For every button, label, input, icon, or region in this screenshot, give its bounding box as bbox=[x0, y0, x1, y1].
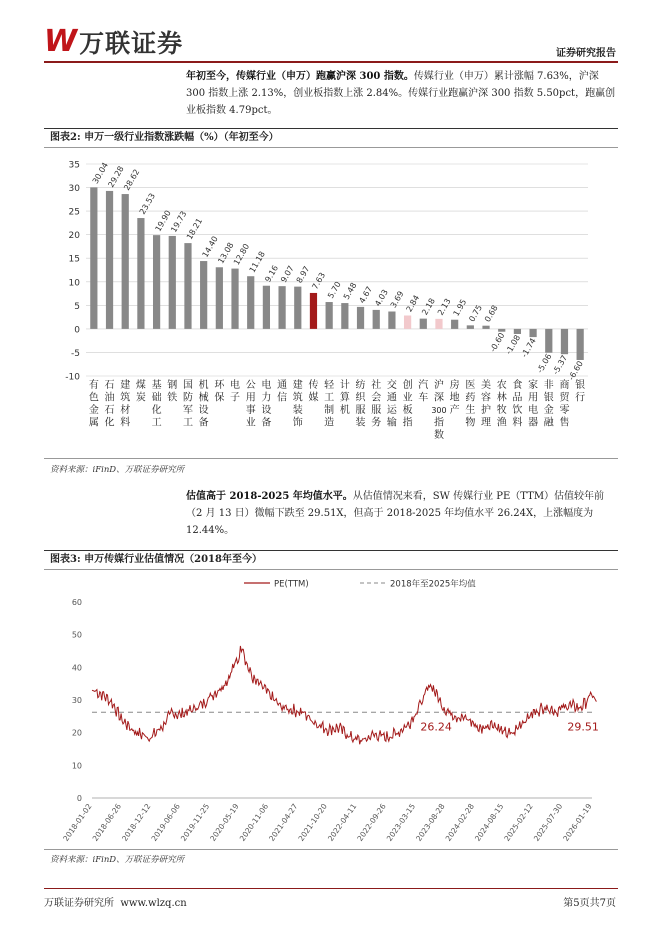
bar bbox=[310, 293, 317, 329]
category-label: 轻工制造 bbox=[324, 380, 335, 429]
bar bbox=[467, 325, 474, 329]
category-label: 机械设备 bbox=[198, 380, 209, 429]
bar bbox=[216, 267, 223, 329]
x-tick-label: 2023-08-28 bbox=[414, 801, 447, 843]
category-label: 农林牧渔 bbox=[496, 380, 507, 429]
bar-value-label: -6.60 bbox=[566, 359, 585, 382]
bar bbox=[294, 287, 301, 329]
bar bbox=[482, 326, 489, 329]
x-tick-label: 2025-07-30 bbox=[531, 801, 565, 843]
bar bbox=[247, 276, 254, 329]
category-label: 电力设备 bbox=[261, 380, 272, 429]
footer-url[interactable]: www.wlzq.cn bbox=[120, 898, 187, 909]
x-tick-label: 2019-11-25 bbox=[178, 801, 212, 843]
bar-value-label: 9.07 bbox=[279, 264, 296, 285]
bar bbox=[388, 312, 395, 329]
bar-value-label: 29.28 bbox=[106, 164, 126, 189]
figure-3-source: 资料来源：iFinD、万联证券研究所 bbox=[50, 855, 185, 865]
figure-2-title: 图表2: 申万一级行业指数涨跌幅（%）（年初至今） bbox=[50, 132, 279, 143]
bar bbox=[420, 319, 427, 329]
x-tick-label: 2021-04-27 bbox=[267, 801, 300, 843]
y-tick-label: 40 bbox=[71, 663, 82, 673]
bar-value-label: 7.63 bbox=[310, 271, 328, 291]
bar-value-label: -0.60 bbox=[488, 331, 507, 354]
x-tick-label: 2018-01-02 bbox=[61, 801, 94, 843]
last-value-label: 29.51 bbox=[567, 720, 599, 734]
bar bbox=[561, 329, 568, 354]
bar bbox=[106, 191, 113, 329]
bar bbox=[169, 236, 176, 329]
bar-value-label: 23.53 bbox=[137, 191, 158, 217]
y-tick-label: 15 bbox=[68, 254, 80, 265]
bar-value-label: -5.06 bbox=[535, 352, 554, 375]
bar bbox=[263, 286, 270, 329]
x-tick-label: 2024-02-28 bbox=[443, 801, 476, 843]
category-label: 沪深 300 指数 bbox=[431, 380, 447, 441]
bar bbox=[153, 235, 160, 329]
figure-2-title-bar bbox=[44, 128, 618, 148]
figure-2-source-divider bbox=[44, 458, 618, 459]
category-label: 公用事业 bbox=[245, 380, 256, 429]
bar bbox=[278, 286, 285, 329]
category-label: 建筑材料 bbox=[120, 380, 131, 429]
category-label: 交通运输 bbox=[386, 380, 397, 429]
category-label: 商贸零售 bbox=[559, 380, 570, 429]
bar-value-label: -1.08 bbox=[503, 333, 523, 356]
y-tick-label: 35 bbox=[68, 160, 80, 171]
bar bbox=[514, 329, 521, 334]
footer-divider bbox=[44, 888, 618, 889]
y-tick-label: -5 bbox=[71, 348, 80, 359]
bar-value-label: 9.16 bbox=[263, 263, 281, 284]
y-tick-label: 20 bbox=[71, 728, 82, 738]
footer-company: 万联证券研究所 www.wlzq.cn bbox=[44, 898, 187, 909]
bar bbox=[373, 310, 380, 329]
bar-value-label: 19.73 bbox=[169, 209, 189, 234]
y-tick-label: 0 bbox=[74, 325, 80, 336]
mean-value-label: 26.24 bbox=[420, 720, 452, 734]
category-label: 通信 bbox=[277, 380, 288, 404]
y-tick-label: 10 bbox=[68, 278, 80, 289]
bar bbox=[357, 307, 364, 329]
x-tick-label: 2024-08-15 bbox=[473, 801, 506, 843]
category-label: 基础化工 bbox=[151, 380, 162, 429]
document-type: 证券研究报告 bbox=[556, 48, 616, 59]
y-tick-label: 10 bbox=[71, 761, 82, 771]
bar-value-label: 14.40 bbox=[200, 234, 220, 260]
bar bbox=[326, 302, 333, 329]
bar-value-label: 4.03 bbox=[373, 287, 390, 308]
figure-3-source-divider bbox=[44, 849, 618, 850]
bar-value-label: 4.67 bbox=[357, 284, 375, 305]
bar-value-label: 2.13 bbox=[435, 296, 453, 317]
header-divider bbox=[44, 61, 618, 63]
x-tick-label: 2018-12-12 bbox=[120, 801, 153, 843]
bar bbox=[231, 269, 238, 329]
x-tick-label: 2022-09-26 bbox=[355, 801, 388, 843]
bar bbox=[90, 187, 97, 329]
bar-value-label: 12.80 bbox=[231, 242, 252, 267]
bar-value-label: 28.62 bbox=[122, 167, 142, 193]
category-label: 钢铁 bbox=[167, 380, 178, 404]
bar bbox=[341, 303, 348, 329]
category-label: 建筑装饰 bbox=[292, 380, 303, 429]
bar-value-label: 8.97 bbox=[294, 264, 312, 285]
logo-mark: W bbox=[44, 24, 78, 59]
bar-value-label: 0.75 bbox=[467, 303, 484, 324]
y-tick-label: 60 bbox=[71, 598, 82, 607]
bar bbox=[122, 194, 129, 329]
y-tick-label: 50 bbox=[71, 630, 82, 640]
bar bbox=[545, 329, 552, 353]
summary-paragraph-1 bbox=[186, 68, 618, 119]
category-label: 汽车 bbox=[418, 380, 429, 404]
page-number: 第5页共7页 bbox=[563, 898, 616, 909]
category-label: 家用电器 bbox=[528, 380, 539, 429]
category-label: 食品饮料 bbox=[512, 380, 523, 429]
industry-return-bar-chart bbox=[44, 150, 618, 455]
paragraph-1-body: 传媒行业（申万）累计涨幅 7.63%，沪深 300 指数上涨 2.13%，创业板指数上涨 2.84%。传媒行业跑赢沪深 300 指数 5.50pct，跑赢创业板指数 4.79pct。 bbox=[186, 71, 616, 116]
bar-value-label: 0.68 bbox=[482, 303, 500, 324]
bar-value-label: 19.90 bbox=[153, 208, 173, 234]
summary-paragraph-2 bbox=[186, 488, 618, 539]
y-tick-label: -10 bbox=[65, 372, 80, 383]
bar-value-label: 2.84 bbox=[404, 293, 422, 314]
bar bbox=[451, 320, 458, 329]
bar bbox=[137, 218, 144, 329]
y-tick-label: 0 bbox=[76, 794, 82, 803]
bar bbox=[404, 316, 411, 329]
category-label: 有色金属 bbox=[88, 380, 99, 429]
y-tick-label: 30 bbox=[68, 184, 80, 195]
paragraph-2-body: 从估值情况来看，SW 传媒行业 PE（TTM）估值较年前（2 月 13 日）微幅下跌至 29.51X，但高于 2018-2025 年均值水平 26.24X，上涨幅度为 12.44%。 bbox=[186, 491, 605, 536]
bar-value-label: -5.37 bbox=[551, 353, 570, 377]
category-label: 石油石化 bbox=[104, 380, 115, 429]
bar bbox=[498, 329, 505, 332]
bar bbox=[200, 261, 207, 329]
paragraph-1-lead: 年初至今，传媒行业（申万）跑赢沪深 300 指数。 bbox=[186, 71, 414, 82]
logo-text: 万联证券 bbox=[79, 29, 184, 58]
bar-value-label: 18.21 bbox=[184, 216, 205, 242]
category-label: 国防军工 bbox=[182, 380, 193, 429]
pe-ttm-series bbox=[92, 646, 596, 744]
paragraph-2-lead: 估值高于 2018-2025 年均值水平。 bbox=[186, 491, 353, 502]
category-label: 传媒 bbox=[308, 380, 319, 404]
y-tick-label: 5 bbox=[74, 301, 80, 312]
bar-value-label: 1.95 bbox=[451, 297, 469, 318]
x-tick-label: 2020-05-19 bbox=[208, 801, 241, 843]
bar-value-label: 5.48 bbox=[341, 281, 359, 302]
category-label: 环保 bbox=[214, 380, 225, 404]
bar bbox=[435, 319, 442, 329]
x-tick-label: 2025-02-12 bbox=[502, 801, 535, 843]
category-label: 美容护理 bbox=[481, 380, 492, 429]
bar-value-label: -1.74 bbox=[519, 336, 538, 360]
x-tick-label: 2023-03-15 bbox=[384, 801, 418, 843]
category-label: 医药生物 bbox=[465, 380, 476, 429]
category-label: 计算机 bbox=[339, 380, 350, 416]
bar-value-label: 30.04 bbox=[90, 161, 111, 186]
category-label: 银行 bbox=[575, 380, 586, 404]
x-tick-label: 2022-04-11 bbox=[325, 801, 359, 843]
bar bbox=[577, 329, 584, 360]
x-tick-label: 2020-11-06 bbox=[237, 801, 271, 843]
legend-label-pe: PE(TTM) bbox=[274, 579, 309, 590]
bar bbox=[529, 329, 536, 337]
figure-2-source: 资料来源：iFinD、万联证券研究所 bbox=[50, 465, 185, 475]
bar-value-label: 13.08 bbox=[216, 240, 236, 266]
bar-value-label: 2.18 bbox=[420, 296, 437, 317]
category-label: 煤炭 bbox=[135, 380, 146, 404]
y-tick-label: 20 bbox=[68, 231, 80, 242]
x-tick-label: 2026-01-19 bbox=[561, 801, 594, 843]
x-tick-label: 2018-06-26 bbox=[90, 801, 124, 843]
bar bbox=[184, 243, 191, 329]
x-tick-label: 2021-10-20 bbox=[296, 801, 329, 843]
bar-value-label: 5.70 bbox=[326, 280, 343, 301]
figure-3-title: 图表3: 申万传媒行业估值情况（2018年至今） bbox=[50, 554, 262, 565]
x-tick-label: 2019-06-06 bbox=[149, 801, 182, 843]
category-label: 创业板指 bbox=[402, 380, 413, 429]
legend-label-mean: 2018年至2025年均值 bbox=[390, 579, 476, 590]
category-label: 纺织服装 bbox=[355, 380, 366, 429]
category-label: 房地产 bbox=[449, 380, 460, 416]
company-logo bbox=[44, 24, 183, 60]
category-label: 非银金融 bbox=[543, 380, 554, 429]
category-label: 社会服务 bbox=[371, 380, 382, 429]
bar-value-label: 3.69 bbox=[388, 289, 406, 310]
figure-3-title-bar bbox=[44, 550, 618, 570]
pe-ttm-line-chart bbox=[44, 572, 618, 847]
category-label: 电子 bbox=[230, 380, 241, 404]
bar-value-label: 11.18 bbox=[247, 249, 267, 275]
y-tick-label: 30 bbox=[71, 696, 82, 705]
y-tick-label: 25 bbox=[68, 207, 80, 218]
